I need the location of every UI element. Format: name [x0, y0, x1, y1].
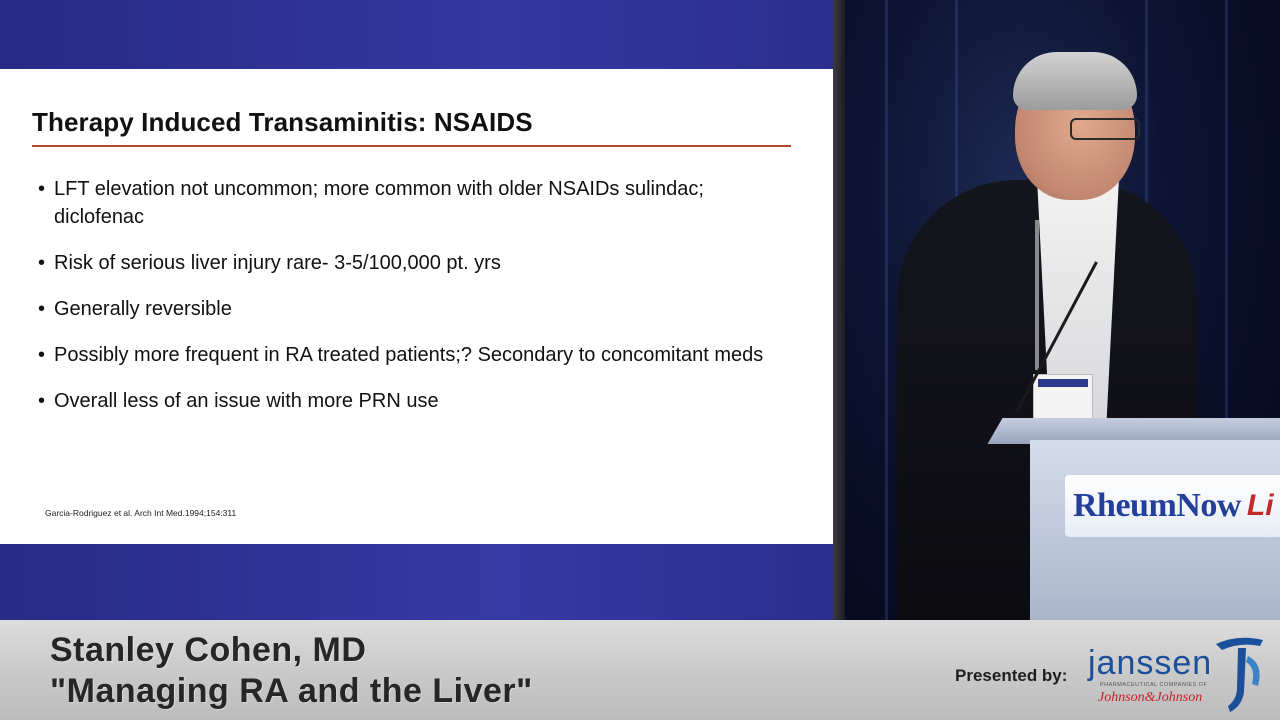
presented-by-label: Presented by:	[955, 666, 1068, 685]
bullet-text: LFT elevation not uncommon; more common with older NSAIDs sulindac; diclofenac	[54, 178, 704, 228]
speaker-name: Stanley Cohen, MD	[50, 631, 367, 669]
bullet-text: Generally reversible	[54, 298, 232, 320]
sponsor-subtitle: PHARMACEUTICAL COMPANIES OF	[1100, 682, 1208, 688]
talk-title: "Managing RA and the Liver"	[50, 672, 533, 710]
bullet-text: Possibly more frequent in RA treated patients;? Secondary to concomitant meds	[54, 344, 764, 366]
title-underline	[32, 145, 791, 147]
bullet-item	[38, 175, 798, 231]
podium-sign-accent: Li	[1246, 489, 1274, 522]
badge-strip	[1038, 379, 1088, 387]
curtain-fold	[885, 0, 888, 620]
slide-footer-band	[0, 544, 833, 620]
podium-sign	[1065, 475, 1280, 537]
name-badge	[1033, 374, 1093, 424]
bullet-glyph: •	[38, 298, 46, 320]
podium-sign-text: RheumNow	[1073, 487, 1241, 524]
speaker-video	[845, 0, 1280, 620]
lower-third-bar	[0, 620, 1280, 720]
bullet-glyph: •	[38, 178, 46, 200]
bullet-list	[38, 175, 798, 433]
sponsor-parent-wordmark: Johnson&Johnson	[1098, 690, 1203, 705]
speaker-glasses	[1070, 118, 1140, 140]
bullet-text: Risk of serious liver injury rare- 3-5/100,000 pt. yrs	[54, 252, 501, 274]
bullet-item	[38, 295, 798, 323]
sponsor-logo-icon	[1208, 634, 1268, 714]
lanyard	[1035, 220, 1039, 370]
bullet-item	[38, 341, 798, 369]
panel-divider	[833, 0, 845, 620]
bullet-item	[38, 387, 798, 415]
sponsor-wordmark: janssen	[1088, 644, 1213, 682]
bullet-glyph: •	[38, 252, 46, 274]
slide-citation: Garcia-Rodriguez et al. Arch Int Med.1994;154:311	[45, 508, 237, 518]
slide-header-band	[0, 0, 833, 69]
slide-title: Therapy Induced Transaminitis: NSAIDS	[32, 107, 533, 137]
bullet-glyph: •	[38, 344, 46, 366]
bullet-text: Overall less of an issue with more PRN use	[54, 390, 439, 412]
speaker-hair	[1013, 52, 1137, 110]
bullet-item	[38, 249, 798, 277]
slide-content	[0, 69, 833, 544]
bullet-glyph: •	[38, 390, 46, 412]
